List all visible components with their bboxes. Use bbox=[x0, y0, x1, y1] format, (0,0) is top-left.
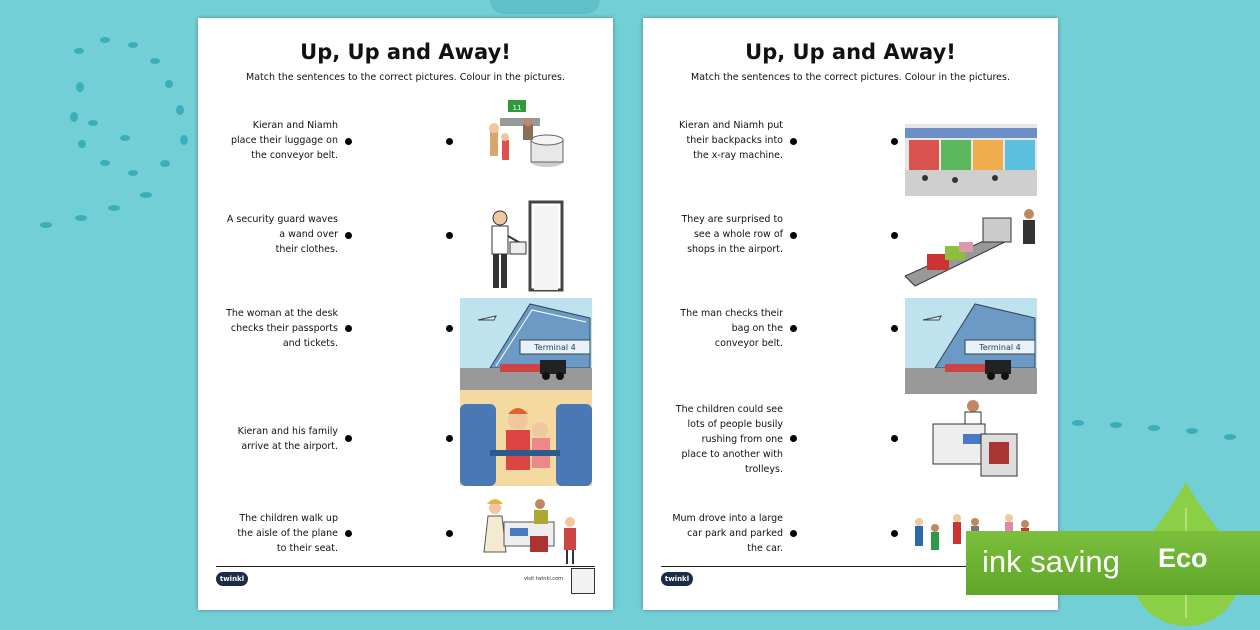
match-row bbox=[198, 200, 613, 300]
sentence: The woman at the desk checks their passports and tickets. bbox=[226, 308, 338, 349]
sentence-dot[interactable] bbox=[345, 435, 352, 442]
sentence: Kieran and Niamh place their luggage on the conveyor belt. bbox=[230, 120, 338, 161]
sentence-dot[interactable] bbox=[790, 232, 797, 239]
instructions: Match the sentences to the correct pictures. Colour in the pictures. bbox=[691, 72, 1010, 83]
twinkl-logo: twinkl bbox=[216, 572, 248, 586]
picture-dot[interactable] bbox=[891, 325, 898, 332]
sentence: They are surprised to see a whole row of shops in the airport. bbox=[681, 214, 783, 255]
picture-dot[interactable] bbox=[891, 138, 898, 145]
picture-dot[interactable] bbox=[891, 232, 898, 239]
sentence: The man checks their bag on the conveyor belt. bbox=[680, 308, 783, 349]
sentence-dot[interactable] bbox=[790, 325, 797, 332]
ink-saving-label: ink saving bbox=[982, 544, 1120, 579]
ink-saving-banner bbox=[966, 531, 1260, 595]
sentence: The children walk up the aisle of the plane to their seat. bbox=[237, 513, 338, 554]
terminal-picture bbox=[460, 298, 592, 394]
terminal-picture bbox=[905, 298, 1037, 394]
match-row bbox=[643, 100, 1058, 200]
security-guard-picture bbox=[460, 198, 592, 294]
sentence: Mum drove into a large car park and parked the car. bbox=[672, 513, 783, 554]
picture-dot[interactable] bbox=[446, 325, 453, 332]
match-row bbox=[643, 300, 1058, 400]
eco-label: Eco bbox=[1158, 543, 1208, 573]
picture-dot[interactable] bbox=[446, 232, 453, 239]
sentence: Kieran and his family arrive at the airport. bbox=[237, 426, 338, 452]
sentence: A security guard waves a wand over their clothes. bbox=[226, 214, 338, 255]
sentence: The children could see lots of people busily rushing from one place to another with trolleys. bbox=[675, 404, 783, 475]
worksheet-page-2 bbox=[643, 18, 1058, 610]
picture-dot[interactable] bbox=[446, 435, 453, 442]
shops-row-picture bbox=[905, 112, 1037, 208]
svg-text:Terminal 4: Terminal 4 bbox=[979, 343, 1021, 352]
picture-dot[interactable] bbox=[446, 138, 453, 145]
match-row bbox=[643, 390, 1058, 490]
picture-dot[interactable] bbox=[891, 435, 898, 442]
match-row bbox=[198, 300, 613, 400]
sentence-dot[interactable] bbox=[345, 232, 352, 239]
footer-url: visit twinkl.com bbox=[523, 576, 563, 582]
match-row bbox=[643, 200, 1058, 300]
match-row bbox=[198, 390, 613, 490]
checkin-desk-picture bbox=[905, 394, 1037, 490]
sentence-dot[interactable] bbox=[345, 325, 352, 332]
sentence-dot[interactable] bbox=[790, 530, 797, 537]
picture-dot[interactable] bbox=[446, 530, 453, 537]
quality-badge-icon bbox=[571, 568, 595, 594]
sentence: Kieran and Niamh put their backpacks into the x-ray machine. bbox=[678, 120, 783, 161]
plane-aisle-picture bbox=[460, 390, 592, 486]
gate-queue-picture bbox=[460, 100, 592, 196]
sentence-dot[interactable] bbox=[790, 138, 797, 145]
sentence-dot[interactable] bbox=[790, 435, 797, 442]
worksheet-page-1 bbox=[198, 18, 613, 610]
svg-text:Terminal 4: Terminal 4 bbox=[534, 343, 576, 352]
sentence-dot[interactable] bbox=[345, 138, 352, 145]
page-title: Up, Up and Away! bbox=[300, 40, 511, 64]
twinkl-logo: twinkl bbox=[661, 572, 693, 586]
picture-dot[interactable] bbox=[891, 530, 898, 537]
page-title: Up, Up and Away! bbox=[745, 40, 956, 64]
xray-machine-picture bbox=[905, 196, 1037, 292]
sentence-dot[interactable] bbox=[345, 530, 352, 537]
svg-text:11: 11 bbox=[512, 104, 522, 112]
instructions: Match the sentences to the correct pictures. Colour in the pictures. bbox=[246, 72, 565, 83]
footer-divider bbox=[216, 566, 595, 567]
match-row bbox=[198, 100, 613, 200]
